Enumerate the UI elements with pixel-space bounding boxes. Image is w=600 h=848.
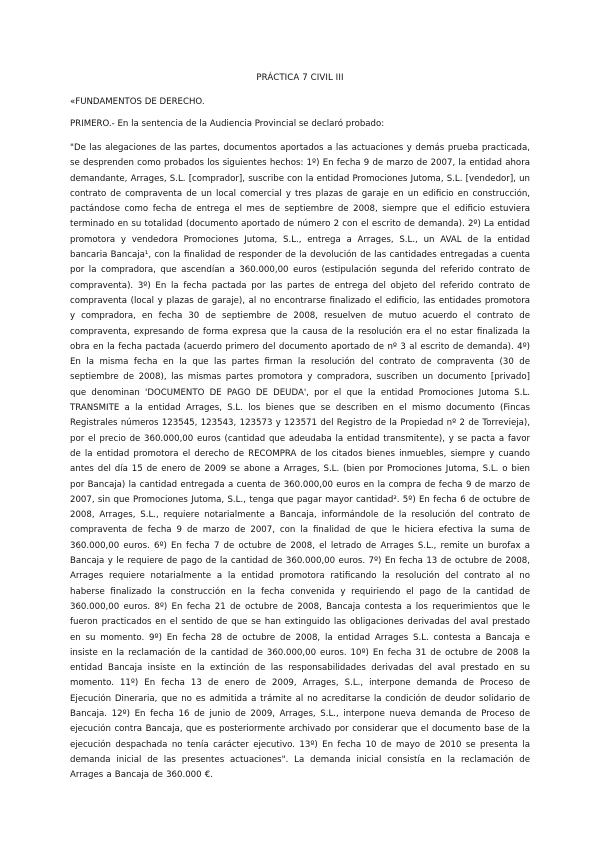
section-heading: «FUNDAMENTOS DE DERECHO. <box>70 97 205 107</box>
proven-facts-paragraph: "De las alegaciones de las partes, documentos aportados a las actuaciones y demás prueba practicada, se desprenden como probados los siguientes hechos: 1º) En fecha 9 de marzo de 2007, la entidad ahora demandante, Arrages, S.L. [comprador], suscribe con la entidad Promociones Jutoma, S.L. [vendedor], un contrato de compraventa de un local comercial y tres plazas de garaje en un edificio en construcción, pactándose como fecha de entrega el mes de septiembre de 2008, siempre que el edificio estuviera terminado en su totalidad (documento aportado de número 2 con el escrito de demanda). 2º) La entidad promotora y vendedora Promociones Jutoma, S.L., entrega a Arrages, S.L., un AVAL de la entidad bancaria Bancaja¹, con la finalidad de responder de la devolución de las cantidades entregadas a cuenta por la compradora, que ascendían a 360.000,00 euros (estipulación segunda del referido contrato de compraventa). 3º) En la fecha pactada por las partes de entrega del objeto del referido contrato de compraventa (local y plazas de garaje), al no encontrarse finalizado el edificio, las entidades promotora y compradora, en fecha 30 de septiembre de 2008, resuelven de mutuo acuerdo el contrato de compraventa, expresando de forma expresa que la causa de la resolución era el no estar finalizada la obra en la fecha pactada (acuerdo primero del documento aportado de nº 3 al escrito de demanda). 4º) En la misma fecha en la que las partes firman la resolución del contrato de compraventa (30 de septiembre de 2008), las mismas partes promotora y compradora, suscriben un documento [privado] que denominan 'DOCUMENTO DE PAGO DE DEUDA', por el que la entidad Promociones Jutoma S.L. TRANSMITE a la entidad Arrages, S.L. los bienes que se describen en el mismo documento (Fincas Registrales números 123545, 123543, 123573 y 123571 del Registro de la Propiedad nº 2 de Torrevieja), por el precio de 360.000,00 euros (cantidad que adeudaba la entidad transmitente), y se pacta a favor de la entidad promotora el derecho de RECOMPRA de los citados bienes inmuebles, siempre y cuando antes del día 15 de enero de 2009 se abone a Arrages, S.L. (bien por Promociones Jutoma, S.L. o bien por Bancaja) la cantidad entregada a cuenta de 360.000,00 euros en la compra de fecha 9 de marzo de 2007, sin que Promociones Jutoma, S.L., tenga que pagar mayor cantidad². 5º) En fecha 6 de octubre de 2008, Arrages, S.L., requiere notarialmente a Bancaja, informándole de la resolución del contrato de compraventa de fecha 9 de marzo de 2007, con la finalidad de que le hiciera efectiva la suma de 360.000,00 euros. 6º) En fecha 7 de octubre de 2008, el letrado de Arrages S.L., remite un burofax a Bancaja y le requiere de pago de la cantidad de 360.000,00 euros. 7º) En fecha 13 de octubre de 2008, Arrages requiere notarialmente a la entidad promotora ratificando la resolución del contrato al no haberse finalizado la construcción en la fecha convenida y requiriendo el pago de la cantidad de 360.000,00 euros. 8º) En fecha 21 de octubre de 2008, Bancaja contesta a los requerimientos que le fueron practicados en el sentido de que se han extinguido las obligaciones derivadas del aval prestado en su momento. 9º) En fecha 28 de octubre de 2008, la entidad Arrages S.L. contesta a Bancaja e insiste en la reclamación de la cantidad de 360.000,00 euros. 10º) En fecha 31 de octubre de 2008 la entidad Bancaja insiste en la extinción de las responsabilidades derivadas del aval prestado en su momento. 11º) En fecha 13 de enero de 2009, Arrages, S.L., interpone demanda de Proceso de Ejecución Dineraria, que no es admitida a trámite al no acreditarse la condición de deudor solidario de Bancaja. 12º) En fecha 16 de junio de 2009, Arrages, S.L., interpone nueva demanda de Proceso de ejecución contra Bancaja, que es posteriormente archivado por considerar que el documento base de la ejecución despachada no tenía carácter ejecutivo. 13º) En fecha 10 de mayo de 2010 se presenta la demanda inicial de las presentes actuaciones". La demanda inicial consistía en la reclamación de Arrages a Bancaja de 360.000 €. <box>70 143 530 781</box>
page-title: PRÁCTICA 7 CIVIL III <box>256 73 344 83</box>
intro-paragraph: PRIMERO.- En la sentencia de la Audiencia Provincial se declaró probado: <box>70 119 385 129</box>
